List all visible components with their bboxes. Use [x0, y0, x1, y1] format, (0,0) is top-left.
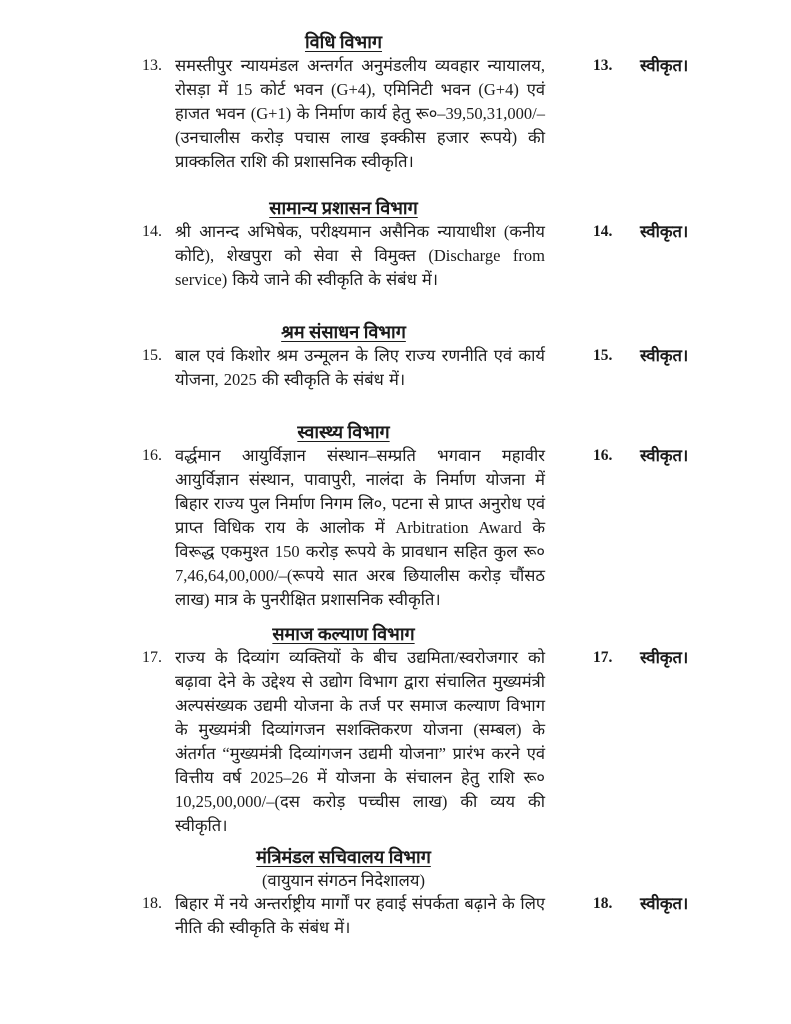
status-item-number: 18.: [593, 895, 613, 912]
section-subheading: (वायुयान संगठन निदेशालय): [262, 871, 425, 890]
status-item-number: 14.: [593, 223, 613, 240]
item-text: राज्य के दिव्यांग व्यक्तियों के बीच उद्यमिता/स्वरोजगार को बढ़ावा देने के उद्देश्य से उद्योग विभाग द्वारा संचालित मुख्यमंत्री अल्पसंख्यक उद्यमी योजना के तर्ज पर समाज कल्याण विभाग के मुख्यमंत्री दिव्यांगजन सशक्तिकरण योजना (सम्बल) के अंतर्गत “मुख्यमंत्री दिव्यांगजन उद्यमी योजना” प्रारंभ करने एवं वित्तीय वर्ष 2025–26 में योजना के संचालन हेतु राशि रू० 10,25,00,000/–(दस करोड़ पच्चीस लाख) की व्यय की स्वीकृति।: [175, 648, 545, 835]
item-text: समस्तीपुर न्यायमंडल अन्तर्गत अनुमंडलीय व्यवहार न्यायालय, रोसड़ा में 15 कोर्ट भवन (G+4), एमिनिटी भवन (G+4) एवं हाजत भवन (G+1) के निर्माण कार्य हेतु रू०–39,50,31,000/–(उनचालीस करोड़ पचास लाख इक्कीस हजार रूपये) की प्राक्कलित राशि की प्रशासनिक स्वीकृति।: [175, 56, 545, 171]
item-number: 18.: [142, 895, 162, 912]
section-heading: श्रम संसाधन विभाग: [281, 322, 406, 342]
status-item-number: 15.: [593, 347, 613, 364]
status-label: स्वीकृत।: [640, 222, 689, 241]
status-item-number: 16.: [593, 447, 613, 464]
department-section: [142, 196, 702, 292]
status-label: स्वीकृत।: [640, 56, 689, 75]
status-label: स्वीकृत।: [640, 346, 689, 365]
department-section: [142, 622, 702, 838]
status-item-number: 17.: [593, 649, 613, 666]
section-heading: सामान्य प्रशासन विभाग: [269, 198, 418, 218]
agenda-item-row: [142, 54, 702, 174]
item-text: श्री आनन्द अभिषेक, परीक्ष्यमान असैनिक न्यायाधीश (कनीय कोटि), शेखपुरा को सेवा से विमुक्त (Discharge from service) किये जाने की स्वीकृति के संबंध में।: [175, 222, 545, 289]
section-heading: विधि विभाग: [304, 32, 383, 52]
section-heading: मंत्रिमंडल सचिवालय विभाग: [256, 847, 431, 867]
status-label: स्वीकृत।: [640, 446, 689, 465]
status-item-number: 13.: [593, 57, 613, 74]
item-text: वर्द्धमान आयुर्विज्ञान संस्थान–सम्प्रति भगवान महावीर आयुर्विज्ञान संस्थान, पावापुरी, नालंदा के निर्माण योजना में बिहार राज्य पुल निर्माण निगम लि०, पटना से प्राप्त अनुरोध एवं प्राप्त विधिक राय के आलोक में Arbitration Award के विरूद्ध एकमुश्त 150 करोड़ रूपये के प्रावधान सहित कुल रू० 7,46,64,00,000/–(रूपये सात अरब छियालीस करोड़ चौंसठ लाख) मात्र के पुनरीक्षित प्रशासनिक स्वीकृति।: [175, 446, 545, 609]
agenda-item-row: [142, 444, 702, 612]
agenda-item-row: [142, 220, 702, 292]
department-section: [142, 320, 702, 392]
item-number: 16.: [142, 447, 162, 464]
department-section: [142, 845, 702, 940]
section-heading: समाज कल्याण विभाग: [272, 624, 415, 644]
section-heading: स्वास्थ्य विभाग: [297, 422, 390, 442]
agenda-item-row: [142, 892, 702, 940]
status-label: स्वीकृत।: [640, 648, 689, 667]
item-number: 15.: [142, 347, 162, 364]
item-text: बिहार में नये अन्तर्राष्ट्रीय मार्गों पर हवाई संपर्कता बढ़ाने के लिए नीति की स्वीकृति के संबंध में।: [175, 894, 545, 937]
department-section: [142, 30, 702, 174]
item-number: 17.: [142, 649, 162, 666]
item-text: बाल एवं किशोर श्रम उन्मूलन के लिए राज्य रणनीति एवं कार्य योजना, 2025 की स्वीकृति के संबंध में।: [175, 346, 545, 389]
agenda-item-row: [142, 646, 702, 838]
item-number: 13.: [142, 57, 162, 74]
document-body: [142, 30, 702, 940]
item-number: 14.: [142, 223, 162, 240]
status-label: स्वीकृत।: [640, 894, 689, 913]
department-section: [142, 420, 702, 612]
agenda-item-row: [142, 344, 702, 392]
